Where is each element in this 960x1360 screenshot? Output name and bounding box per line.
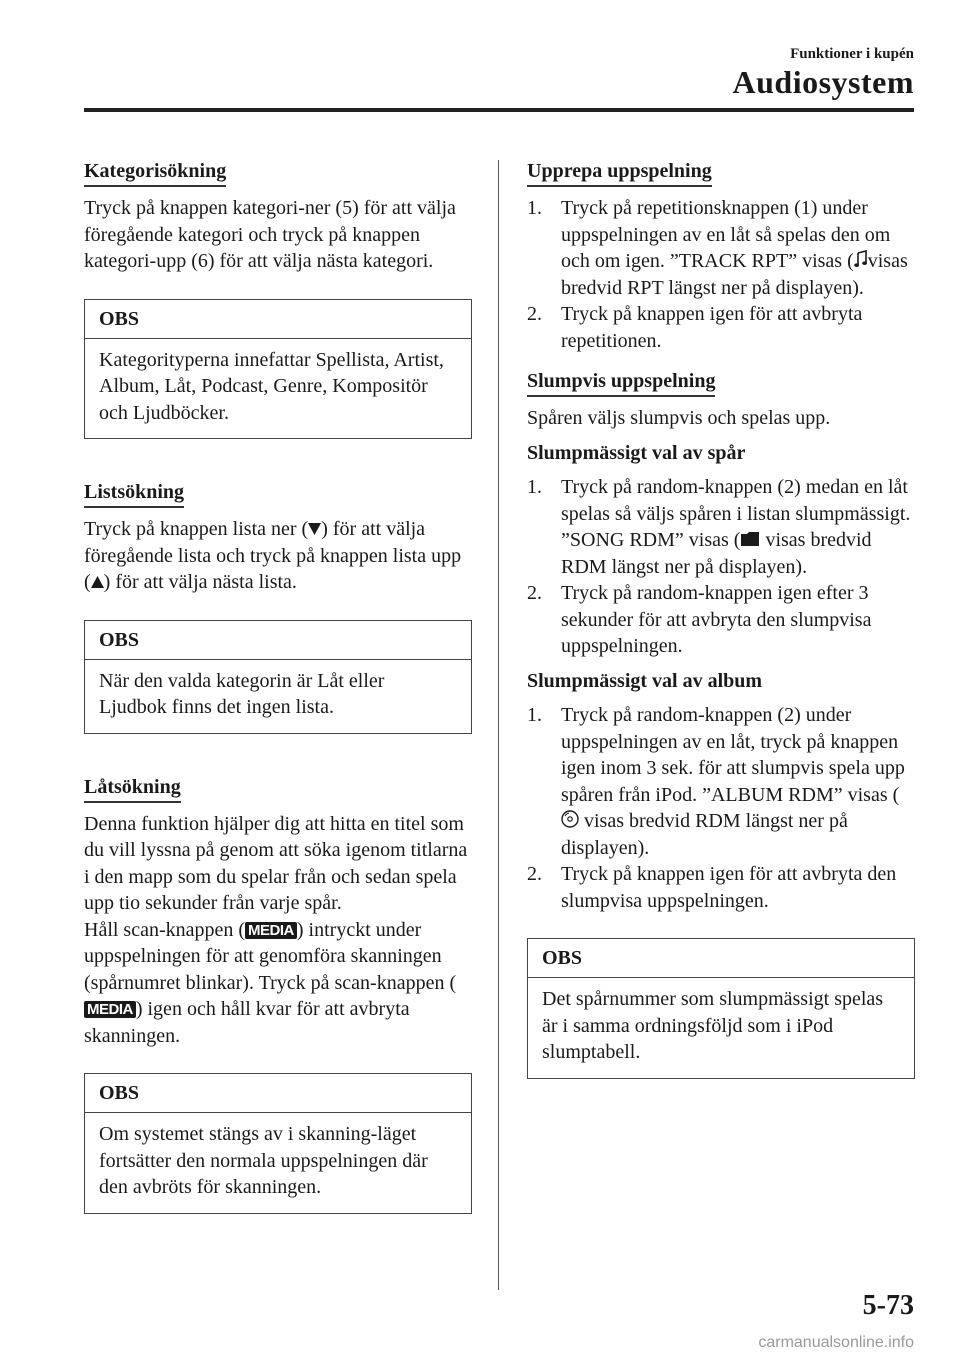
obs-box-list xyxy=(84,620,472,734)
media-button-icon: MEDIA xyxy=(84,1001,136,1018)
obs-title: OBS xyxy=(85,621,471,660)
list-item: 2. Tryck på knappen igen för att avbryta repetitionen. xyxy=(527,303,863,352)
list-item: 1. Tryck på random-knappen (2) medan en låt spelas så väljs spåren i listan slumpmässigt. ”SONG RDM” visas ( visas bredvid RDM längst ner på displayen). xyxy=(527,476,911,578)
header-chapter: Audiosystem xyxy=(732,64,914,100)
section-title-list-search: Listsökning xyxy=(84,479,184,508)
shuffle-text: Spåren väljs slumpvis och spelas upp. xyxy=(527,407,831,429)
music-note-icon xyxy=(854,250,868,268)
header-rule xyxy=(84,108,914,112)
song-search-text: Denna funktion hjälper dig att hitta en titel som du vill lyssna på genom att söka igenom titlarna i den mapp som du spelar från och sedan spela upp tio sekunder från varje spår. xyxy=(84,812,468,914)
triangle-down-icon xyxy=(308,522,321,536)
song-search-scan-text: Håll scan-knappen ( MEDIA ) intryckt under uppspelningen för att genomföra skanningen (spårnumret blinkar). Tryck på scan-knappen (MEDIA ) igen och håll kvar för att avbryta skanningen. xyxy=(84,918,457,1047)
left-column xyxy=(84,158,472,1214)
list-item: 1. Tryck på repetitionsknappen (1) under uppspelningen av en låt så spelas den om och om igen. ”TRACK RPT” visas ( visas bredvid RPT längst ner på displayen). xyxy=(527,197,908,299)
obs-text: Det spårnummer som slumpmässigt spelas är i samma ordningsföljd som i iPod slumptabell. xyxy=(542,988,884,1063)
obs-title: OBS xyxy=(528,939,914,978)
column-divider xyxy=(498,160,499,1290)
header-section: Funktioner i kupén xyxy=(790,46,914,62)
repeat-steps xyxy=(527,195,915,354)
media-button-icon: MEDIA xyxy=(245,922,297,939)
list-item: 2. Tryck på random-knappen igen efter 3 sekunder för att avbryta den slumpvisa uppspelningen. xyxy=(527,582,872,657)
section-title-category-search: Kategorisökning xyxy=(84,158,226,187)
subheading-track-shuffle: Slumpmässigt val av spår xyxy=(527,441,746,464)
obs-text: Kategorityperna innefattar Spellista, Artist, Album, Låt, Podcast, Genre, Kompositör och Ljudböcker. xyxy=(99,348,444,424)
obs-box-shuffle xyxy=(527,938,915,1079)
obs-box-scan xyxy=(84,1073,472,1214)
album-shuffle-steps xyxy=(527,702,915,914)
obs-box-category xyxy=(84,299,472,440)
category-search-text: Tryck på knappen kategori-ner (5) för att välja föregående kategori och tryck på knappen kategori-upp (6) för att välja nästa kategori. xyxy=(84,197,456,272)
obs-title: OBS xyxy=(85,1074,471,1113)
obs-title: OBS xyxy=(85,300,471,339)
page-number: 5-73 xyxy=(862,1290,914,1321)
section-title-shuffle: Slumpvis uppspelning xyxy=(527,368,715,397)
obs-text: När den valda kategorin är Låt eller Ljudbok finns det ingen lista. xyxy=(99,669,385,718)
section-title-repeat: Upprepa uppspelning xyxy=(527,158,712,187)
right-column xyxy=(527,158,915,1079)
list-item: 2. Tryck på knappen igen för att avbryta den slumpvisa uppspelningen. xyxy=(527,863,897,912)
track-shuffle-steps xyxy=(527,474,915,660)
obs-text: Om systemet stängs av i skanning-läget fortsätter den normala uppspelningen där den avbröts för skanningen. xyxy=(99,1123,428,1198)
disc-icon xyxy=(561,810,579,828)
list-search-text: Tryck på knappen lista ner ( ) för att välja föregående lista och tryck på knappen lista upp ( ) för att välja nästa lista. xyxy=(84,518,462,593)
section-title-song-search: Låtsökning xyxy=(84,774,181,803)
folder-icon xyxy=(740,531,760,547)
watermark: carmanualsonline.info xyxy=(758,1334,914,1351)
subheading-album-shuffle: Slumpmässigt val av album xyxy=(527,669,763,692)
list-item: 1. Tryck på random-knappen (2) under uppspelningen av en låt, tryck på knappen igen inom 3 sek. för att slumpvis spela upp spåren från iPod. ”ALBUM RDM” visas ( visas bredvid RDM längst ner på displayen). xyxy=(527,704,905,859)
triangle-up-icon xyxy=(91,575,104,589)
